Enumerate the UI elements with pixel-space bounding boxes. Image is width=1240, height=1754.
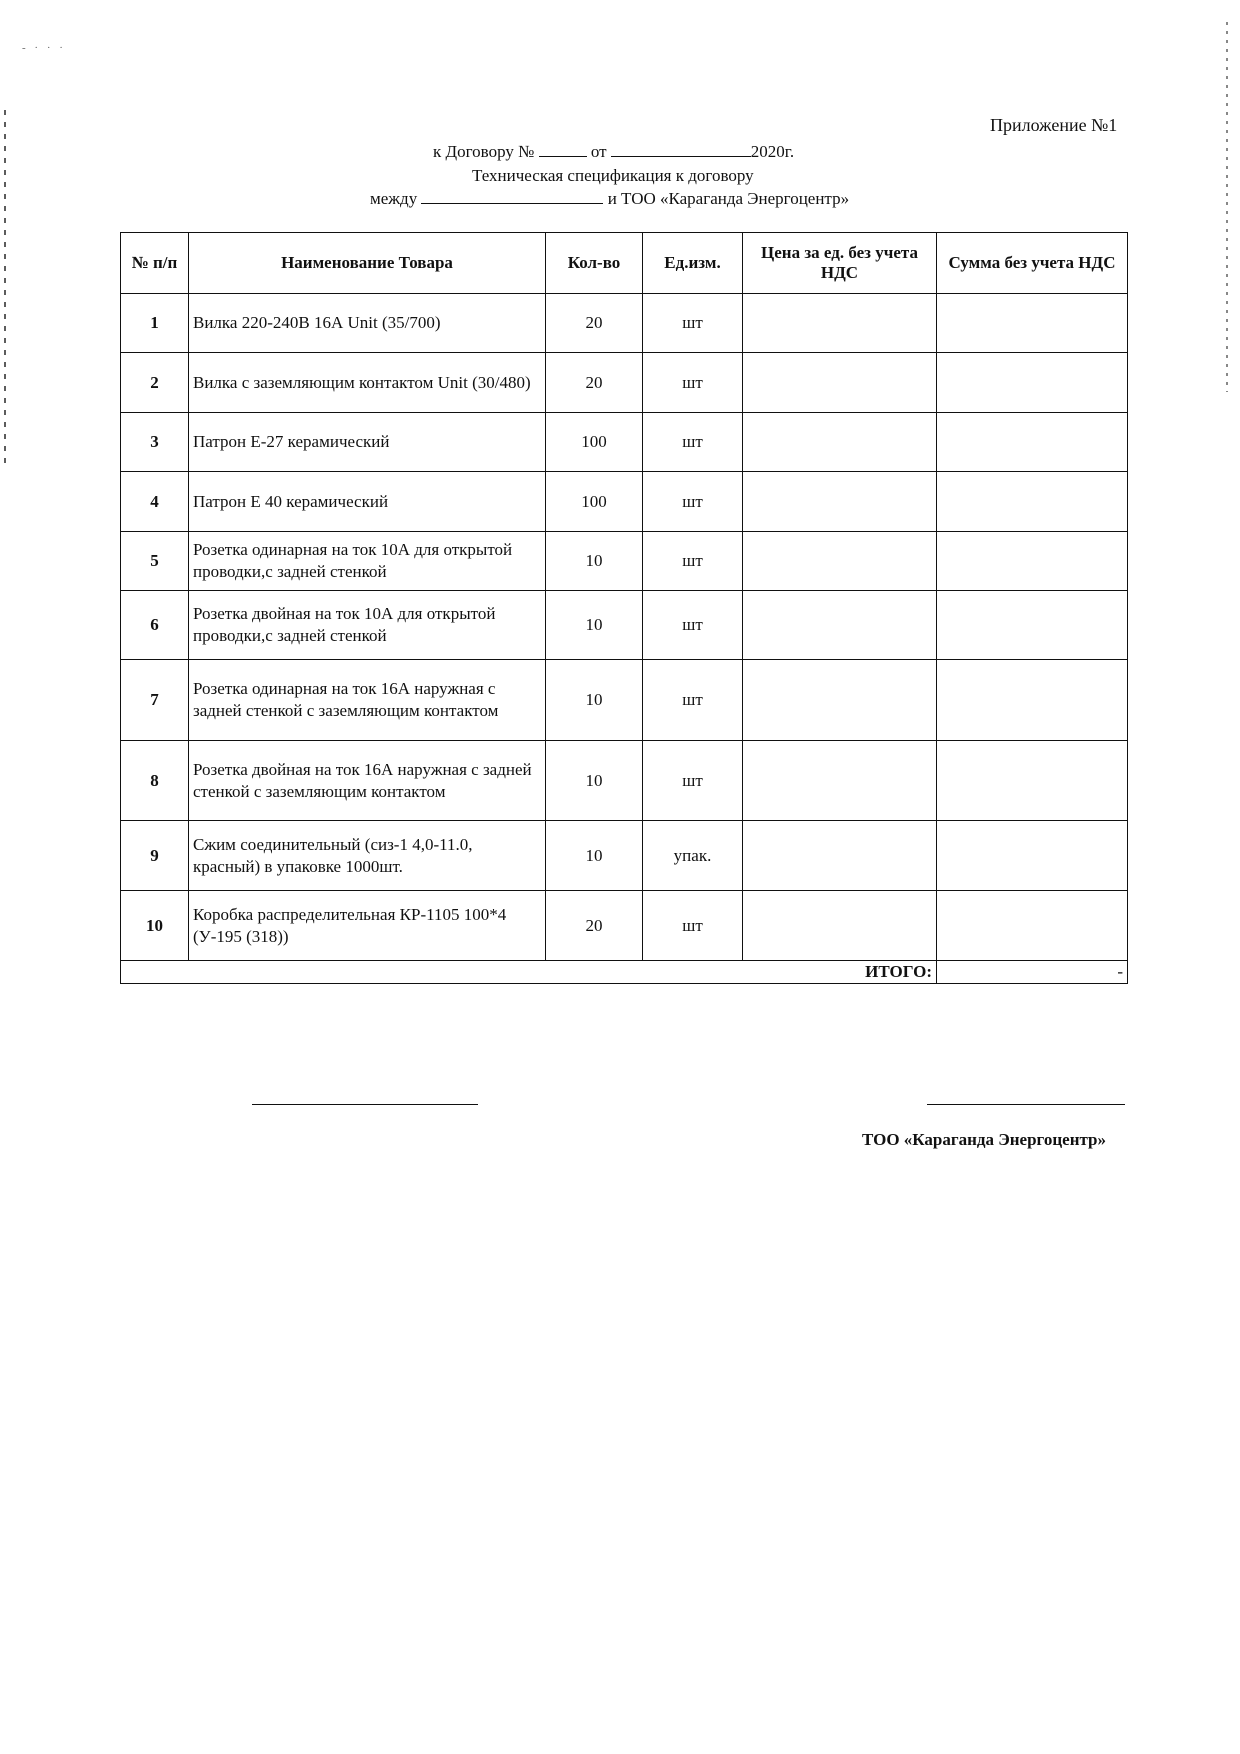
row-unit-price (743, 532, 937, 591)
row-unit-price (743, 413, 937, 472)
row-quantity: 10 (546, 591, 643, 660)
row-unit: шт (643, 472, 743, 532)
row-item-name: Розетка двойная на ток 10А для открытой проводки,с задней стенкой (189, 591, 546, 660)
parties-suffix: и ТОО «Караганда Энергоцентр» (607, 189, 850, 208)
row-item-name: Сжим соединительный (сиз-1 4,0-11.0, красный) в упаковке 1000шт. (189, 821, 546, 891)
signature-company: ТОО «Караганда Энергоцентр» (862, 1130, 1107, 1149)
row-unit-price (743, 353, 937, 413)
row-quantity: 20 (546, 294, 643, 353)
col-header-unit-price: Цена за ед. без учета НДС (743, 233, 937, 294)
row-unit: упак. (643, 821, 743, 891)
row-item-name: Патрон Е 40 керамический (189, 472, 546, 532)
row-number: 7 (121, 660, 189, 741)
table-row (121, 591, 1128, 660)
row-number: 9 (121, 821, 189, 891)
row-number: 6 (121, 591, 189, 660)
table-row (121, 413, 1128, 472)
total-label: ИТОГО: (743, 961, 937, 984)
row-unit: шт (643, 660, 743, 741)
table-row (121, 472, 1128, 532)
row-item-name: Розетка двойная на ток 16А наружная с задней стенкой с заземляющим контактом (189, 741, 546, 821)
scan-edge-right (1226, 22, 1228, 392)
row-number: 1 (121, 294, 189, 353)
row-sum (937, 472, 1128, 532)
row-sum (937, 591, 1128, 660)
table-row (121, 660, 1128, 741)
row-item-name: Патрон Е-27 керамический (189, 413, 546, 472)
row-unit: шт (643, 741, 743, 821)
row-unit: шт (643, 591, 743, 660)
scan-edge-left (4, 110, 6, 470)
row-sum (937, 660, 1128, 741)
row-sum (937, 821, 1128, 891)
row-item-name: Розетка одинарная на ток 10А для открытой проводки,с задней стенкой (189, 532, 546, 591)
row-unit-price (743, 472, 937, 532)
total-row (121, 961, 1128, 984)
contract-from: от (590, 142, 607, 161)
col-header-name: Наименование Товара (189, 233, 546, 294)
signature-line-left (252, 1104, 478, 1105)
row-unit: шт (643, 353, 743, 413)
row-unit: шт (643, 532, 743, 591)
row-unit-price (743, 660, 937, 741)
row-item-name: Розетка одинарная на ток 16А наружная с задней стенкой с заземляющим контактом (189, 660, 546, 741)
row-number: 8 (121, 741, 189, 821)
specification-table (120, 232, 1128, 984)
row-sum (937, 353, 1128, 413)
col-header-number: № п/п (121, 233, 189, 294)
row-sum (937, 294, 1128, 353)
contract-prefix: к Договору № (433, 142, 535, 161)
col-header-unit: Ед.изм. (643, 233, 743, 294)
contract-number-blank (539, 141, 587, 157)
row-quantity: 100 (546, 413, 643, 472)
table-header-row (121, 233, 1128, 294)
contract-date-blank (611, 141, 751, 157)
row-sum (937, 891, 1128, 961)
row-item-name: Вилка с заземляющим контактом Unit (30/480) (189, 353, 546, 413)
table-row (121, 353, 1128, 413)
row-unit: шт (643, 413, 743, 472)
table-row (121, 821, 1128, 891)
contract-year: 2020г. (750, 142, 795, 161)
row-quantity: 10 (546, 741, 643, 821)
parties-prefix: между (370, 189, 418, 208)
row-number: 4 (121, 472, 189, 532)
party-name-blank (421, 188, 603, 204)
table-row (121, 532, 1128, 591)
row-sum (937, 532, 1128, 591)
row-sum (937, 413, 1128, 472)
table-row (121, 891, 1128, 961)
spec-title: Техническая спецификация к договору (472, 166, 754, 185)
row-quantity: 10 (546, 821, 643, 891)
row-number: 3 (121, 413, 189, 472)
col-header-sum: Сумма без учета НДС (937, 233, 1128, 294)
row-quantity: 10 (546, 532, 643, 591)
row-number: 5 (121, 532, 189, 591)
table-row (121, 741, 1128, 821)
row-item-name: Коробка распределительная КР-1105 100*4 (У-195 (318)) (189, 891, 546, 961)
row-unit-price (743, 821, 937, 891)
appendix-label: Приложение №1 (990, 115, 1118, 135)
signature-line-right (927, 1104, 1125, 1105)
row-unit-price (743, 591, 937, 660)
row-number: 2 (121, 353, 189, 413)
row-unit-price (743, 741, 937, 821)
row-item-name: Вилка 220-240В 16А Unit (35/700) (189, 294, 546, 353)
total-spacer (121, 961, 743, 984)
contract-reference-line (433, 140, 794, 163)
row-quantity: 20 (546, 891, 643, 961)
row-unit: шт (643, 891, 743, 961)
parties-line (370, 187, 849, 210)
row-quantity: 10 (546, 660, 643, 741)
row-sum (937, 741, 1128, 821)
col-header-quantity: Кол-во (546, 233, 643, 294)
row-number: 10 (121, 891, 189, 961)
row-unit: шт (643, 294, 743, 353)
table-row (121, 294, 1128, 353)
row-quantity: 100 (546, 472, 643, 532)
total-value: - (937, 961, 1128, 984)
scan-artifact-marks: - · · · (22, 42, 66, 54)
row-unit-price (743, 294, 937, 353)
row-unit-price (743, 891, 937, 961)
row-quantity: 20 (546, 353, 643, 413)
